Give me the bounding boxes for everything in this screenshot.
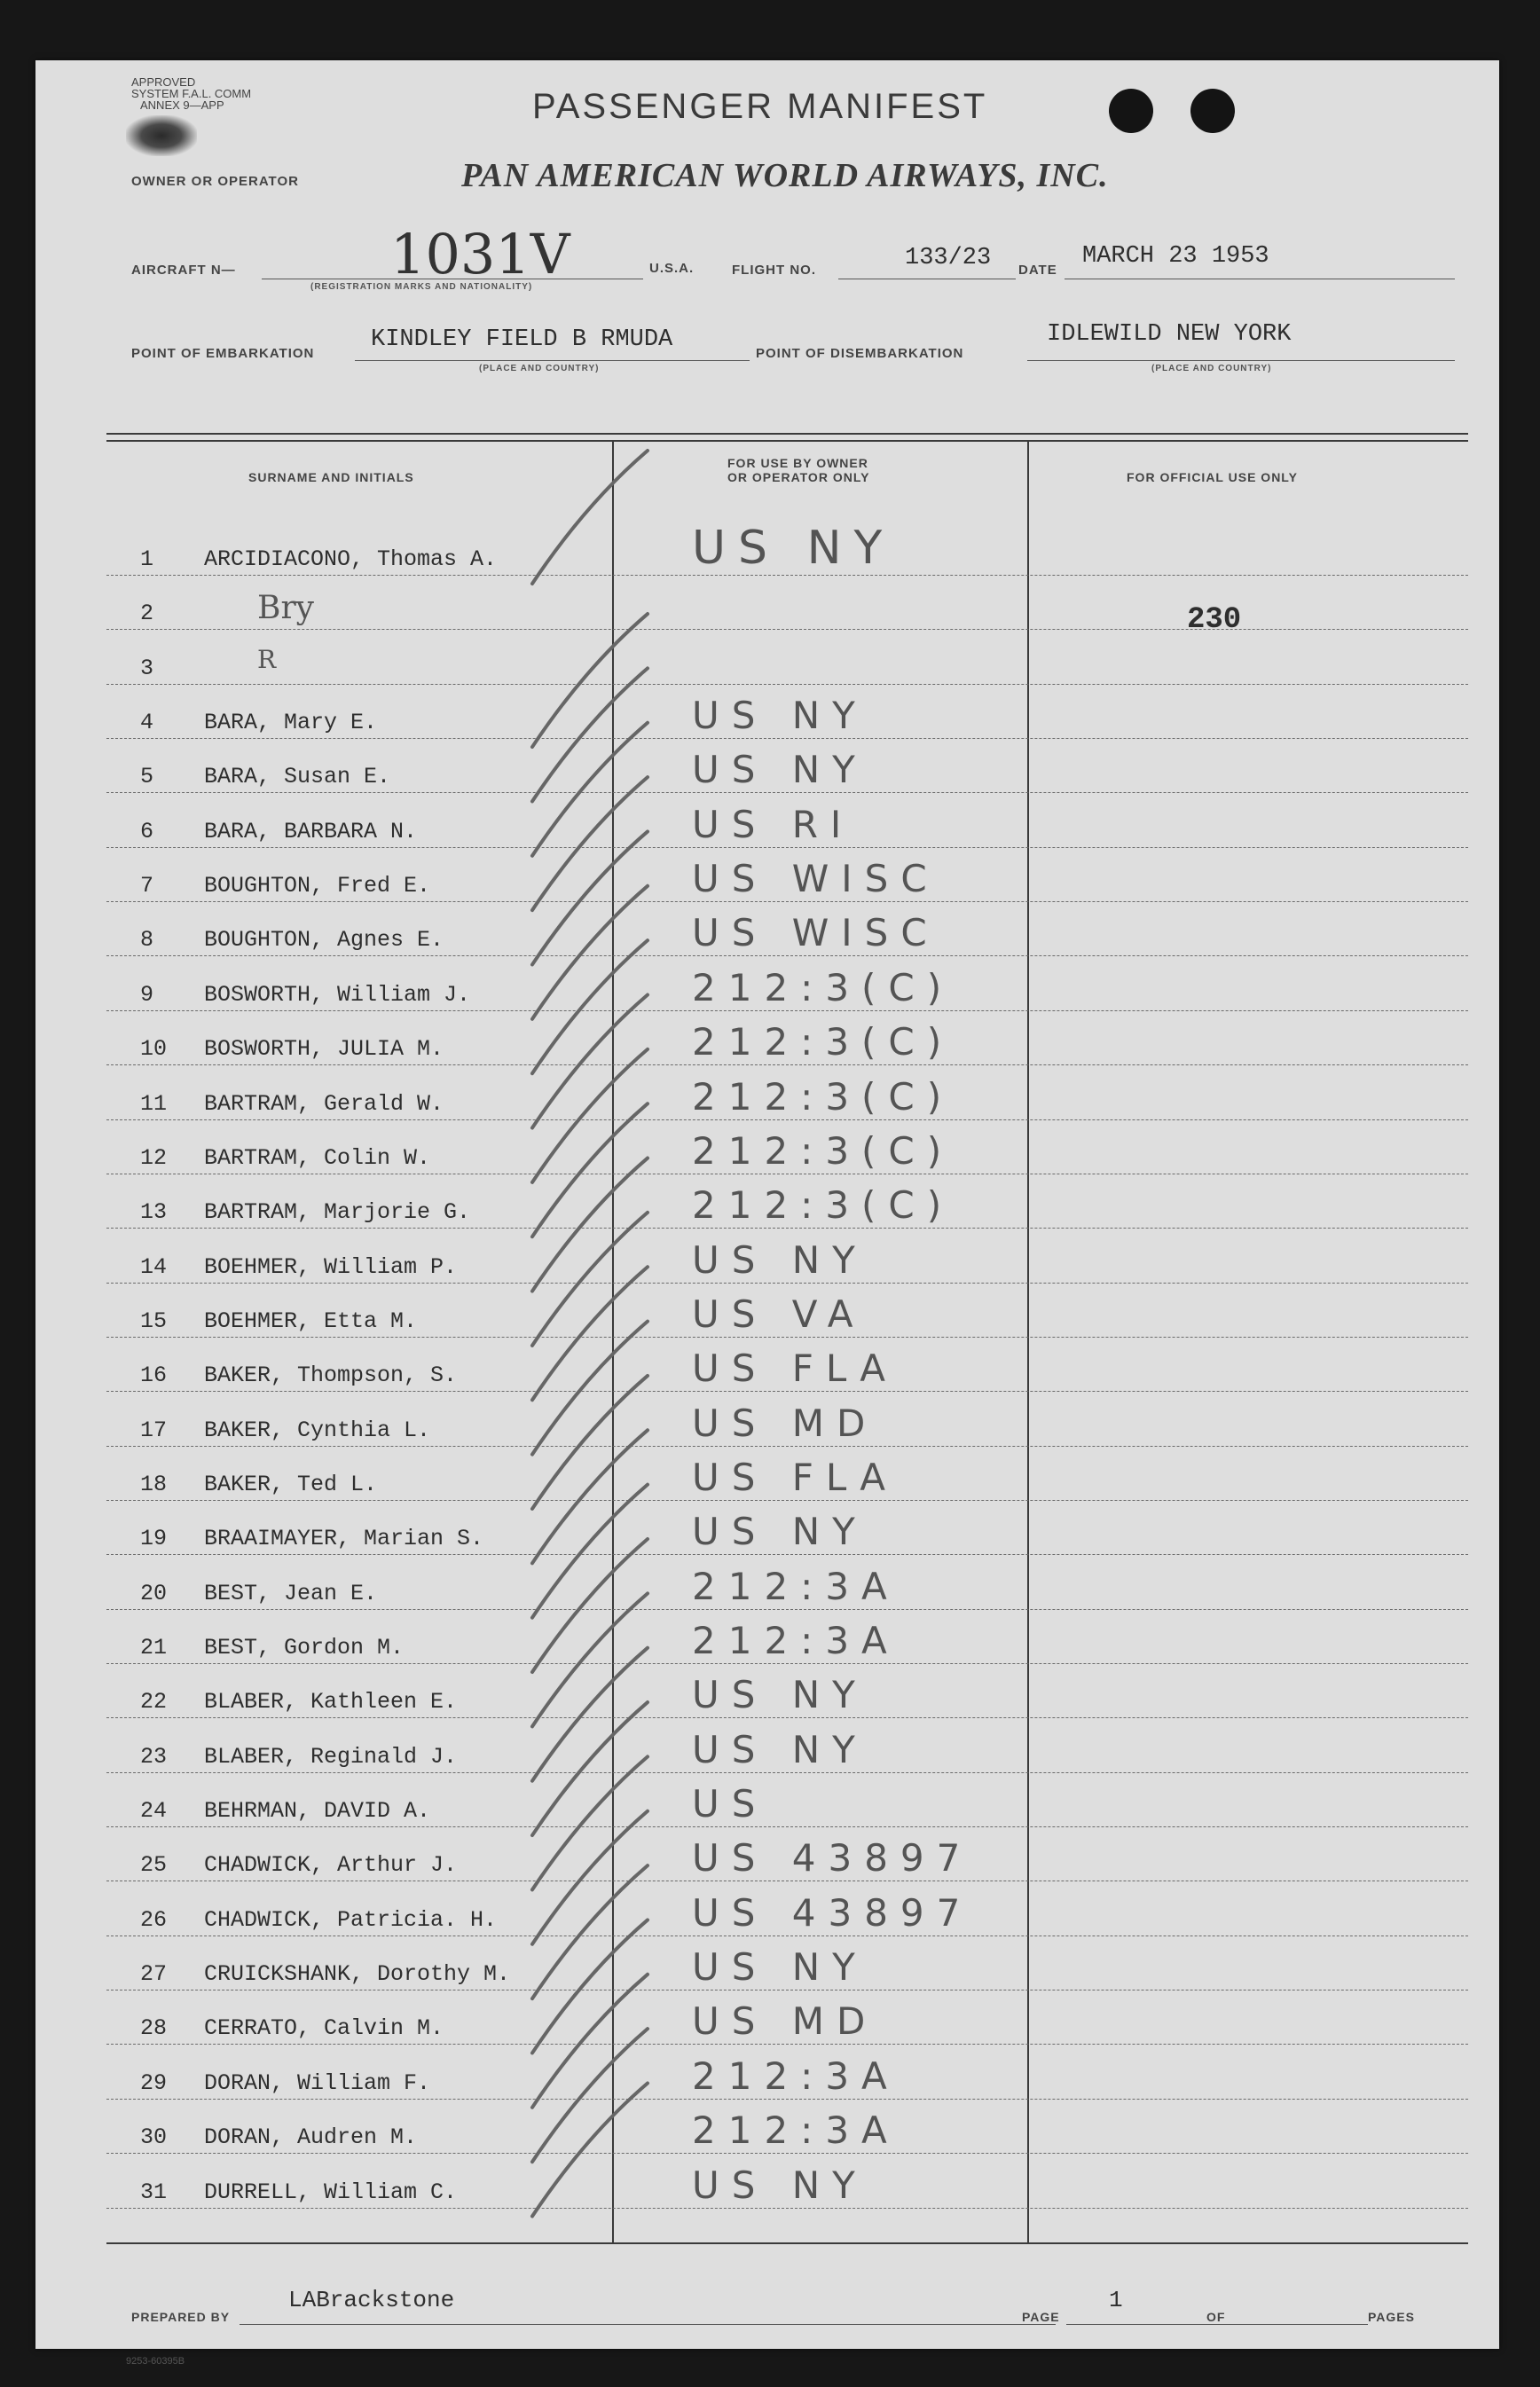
row-rule (106, 792, 1468, 793)
flight-value: 133/23 (905, 245, 992, 271)
row-rule (106, 1609, 1468, 1610)
row-number: 28 (140, 2015, 168, 2042)
page-value: 1 (1109, 2287, 1123, 2313)
passenger-name: BEHRMAN, DAVID A. (204, 1798, 431, 1825)
passenger-name: BARA, Mary E. (204, 710, 378, 736)
row-number: 13 (140, 1199, 168, 1226)
pencil-check-stroke (532, 1158, 648, 1292)
row-number: 15 (140, 1307, 168, 1334)
passenger-name: BOUGHTON, Agnes E. (204, 927, 444, 954)
passenger-name: BARA, BARBARA N. (204, 818, 418, 844)
page-label: PAGE (1022, 2310, 1060, 2324)
row-number: 30 (140, 2124, 168, 2151)
pencil-check-stroke (532, 1920, 648, 2053)
row-rule (106, 1554, 1468, 1555)
row-rule (106, 629, 1468, 630)
pencil-check-stroke (532, 1648, 648, 1781)
approval-stamp (131, 76, 251, 111)
pencil-check-stroke (532, 1975, 648, 2108)
passenger-name: BARTRAM, Gerald W. (204, 1090, 444, 1117)
pencil-check-stroke (532, 1049, 648, 1182)
pencil-check-stroke (532, 1756, 648, 1889)
table-top-rule-2 (106, 440, 1468, 442)
column-divider-2 (1027, 440, 1029, 2242)
passenger-name: BOSWORTH, William J. (204, 981, 471, 1008)
owner-use-entry: US NY (692, 694, 868, 738)
usa-label: U.S.A. (649, 261, 695, 276)
page-title: PASSENGER MANIFEST (532, 87, 988, 126)
passenger-name: ARCIDIACONO, Thomas A. (204, 546, 498, 572)
row-number: 2 (140, 601, 154, 627)
owner-use-entry: US 43897 (692, 1890, 973, 1935)
passenger-name: R (257, 644, 277, 674)
embark-note: (PLACE AND COUNTRY) (479, 364, 600, 373)
owner-use-entry: US 43897 (692, 1836, 973, 1881)
punch-hole-left (1109, 89, 1153, 133)
pencil-check-stroke (532, 1103, 648, 1237)
row-rule (106, 1826, 1468, 1827)
passenger-name: BAKER, Thompson, S. (204, 1362, 458, 1389)
row-number: 29 (140, 2069, 168, 2096)
page-rule (1066, 2324, 1368, 2325)
owner-use-entry: 212:3A (692, 2108, 900, 2153)
pencil-check-stroke (532, 1702, 648, 1835)
pencil-check-stroke (532, 777, 648, 910)
row-number: 21 (140, 1635, 168, 1661)
aircraft-label: AIRCRAFT N— (131, 263, 236, 278)
column-header-owner-2: OR OPERATOR ONLY (727, 470, 870, 484)
owner-use-entry: US NY (692, 1673, 868, 1717)
date-value: MARCH 23 1953 (1082, 243, 1269, 270)
embark-label: POINT OF EMBARKATION (131, 346, 315, 361)
pencil-check-stroke (532, 1267, 648, 1400)
passenger-name: DORAN, William F. (204, 2069, 431, 2096)
registration-note: (REGISTRATION MARKS AND NATIONALITY) (310, 282, 533, 292)
row-number: 4 (140, 710, 154, 736)
table-top-rule (106, 433, 1468, 435)
pencil-check-stroke (532, 886, 648, 1019)
row-number: 10 (140, 1036, 168, 1063)
passenger-name: Bry (257, 590, 315, 627)
owner-use-entry: 212:3(C) (692, 1020, 955, 1064)
pencil-check-stroke (532, 831, 648, 964)
row-rule (106, 1010, 1468, 1011)
row-number: 12 (140, 1144, 168, 1171)
disembark-note: (PLACE AND COUNTRY) (1151, 364, 1272, 373)
pencil-check-stroke (532, 1593, 648, 1726)
pencil-check-stroke (532, 1376, 648, 1509)
row-rule (106, 684, 1468, 685)
flight-label: FLIGHT NO. (732, 263, 816, 278)
owner-use-entry: 212:3A (692, 1619, 900, 1662)
manifest-sheet (35, 60, 1499, 2367)
column-header-names: SURNAME AND INITIALS (248, 470, 414, 484)
owner-use-entry: US FLA (692, 1455, 899, 1499)
pencil-check-stroke (532, 1865, 648, 1998)
owner-use-entry: US NY (692, 1237, 868, 1282)
pencil-check-stroke (532, 2084, 648, 2217)
prepared-rule (240, 2324, 1056, 2325)
owner-use-entry: 212:3(C) (692, 1128, 955, 1173)
pencil-check-stroke (532, 1430, 648, 1563)
passenger-name: BOUGHTON, Fred E. (204, 873, 431, 899)
row-number: 17 (140, 1417, 168, 1443)
row-rule (106, 1500, 1468, 1501)
row-number: 1 (140, 546, 154, 572)
approval-line: SYSTEM F.A.L. COMM (131, 87, 252, 100)
row-number: 16 (140, 1362, 168, 1389)
owner-use-entry: 212:3A (692, 2053, 900, 2098)
column-header-official: FOR OFFICIAL USE ONLY (1127, 470, 1298, 484)
pencil-check-stroke (532, 723, 648, 856)
owner-use-entry: US NY (692, 748, 868, 792)
passenger-name: CERRATO, Calvin M. (204, 2015, 444, 2042)
disembark-label: POINT OF DISEMBARKATION (756, 346, 964, 361)
passenger-name: CHADWICK, Arthur J. (204, 1852, 458, 1879)
row-rule (106, 1064, 1468, 1065)
owner-use-entry: US NY (692, 522, 895, 575)
pencil-check-stroke (532, 1811, 648, 1944)
row-number: 6 (140, 818, 154, 844)
owner-use-entry: US WISC (692, 911, 939, 955)
pencil-check-stroke (532, 668, 648, 801)
row-rule (106, 2099, 1468, 2100)
row-number: 25 (140, 1852, 168, 1879)
aircraft-value: 1031V (390, 222, 570, 287)
owner-use-entry: 212:3A (692, 1564, 900, 1608)
pencil-check-stroke (532, 995, 648, 1128)
approval-line: APPROVED (131, 75, 196, 89)
prepared-value: LABrackstone (288, 2287, 455, 2313)
passenger-name: CHADWICK, Patricia. H. (204, 1906, 498, 1933)
row-number: 19 (140, 1526, 168, 1552)
row-number: 26 (140, 1906, 168, 1933)
passenger-name: DORAN, Audren M. (204, 2124, 418, 2151)
row-rule (106, 2208, 1468, 2209)
row-number: 8 (140, 927, 154, 954)
passenger-name: BLABER, Reginald J. (204, 1743, 458, 1770)
owner-use-entry: 212:3(C) (692, 1183, 955, 1228)
row-rule (106, 1772, 1468, 1773)
passenger-name: BEST, Gordon M. (204, 1635, 405, 1661)
column-divider-1 (612, 440, 614, 2242)
passenger-name: BLABER, Kathleen E. (204, 1689, 458, 1716)
passenger-name: BARA, Susan E. (204, 764, 391, 790)
row-number: 18 (140, 1471, 168, 1497)
owner-use-entry: US VA (692, 1292, 866, 1336)
passenger-name: DURRELL, William C. (204, 2179, 458, 2205)
pencil-check-stroke (532, 1213, 648, 1346)
owner-use-entry: US WISC (692, 857, 939, 901)
row-number: 11 (140, 1090, 168, 1117)
passenger-name: BAKER, Ted L. (204, 1471, 378, 1497)
approval-line: ANNEX 9—APP (140, 98, 224, 112)
owner-use-entry: US NY (692, 1945, 868, 1990)
table-bottom-rule (106, 2242, 1468, 2244)
row-rule (106, 1337, 1468, 1338)
passenger-name: BRAAIMAYER, Marian S. (204, 1526, 484, 1552)
row-rule (106, 1717, 1468, 1718)
owner-use-entry: US NY (692, 1510, 868, 1554)
owner-label: OWNER OR OPERATOR (131, 174, 299, 189)
row-number: 3 (140, 655, 154, 681)
pencil-check-stroke (532, 1322, 648, 1455)
embark-value: KINDLEY FIELD B RMUDA (371, 326, 673, 353)
punch-hole-right (1190, 89, 1235, 133)
owner-use-entry: 212:3(C) (692, 965, 955, 1009)
passenger-name: BAKER, Cynthia L. (204, 1417, 431, 1443)
row-rule (106, 575, 1468, 576)
row-rule (106, 1446, 1468, 1447)
embark-rule (355, 360, 750, 361)
owner-use-entry: US FLA (692, 1347, 899, 1391)
row-number: 27 (140, 1961, 168, 1988)
row-number: 24 (140, 1798, 168, 1825)
row-number: 5 (140, 764, 154, 790)
row-rule (106, 1391, 1468, 1392)
passenger-name: BOSWORTH, JULIA M. (204, 1036, 444, 1063)
row-number: 9 (140, 981, 154, 1008)
row-rule (106, 1228, 1468, 1229)
ink-smudge (126, 115, 197, 156)
owner-use-entry: US NY (692, 1727, 868, 1771)
row-rule (106, 1663, 1468, 1664)
row-number: 7 (140, 873, 154, 899)
owner-use-entry: US MD (692, 1999, 878, 2044)
owner-use-entry: US NY (692, 2163, 868, 2207)
row-number: 14 (140, 1253, 168, 1280)
pencil-check-stroke (532, 940, 648, 1073)
passenger-name: BOEHMER, William P. (204, 1253, 458, 1280)
row-rule (106, 738, 1468, 739)
passenger-name: BARTRAM, Marjorie G. (204, 1199, 471, 1226)
of-label: OF (1206, 2310, 1226, 2324)
row-number: 23 (140, 1743, 168, 1770)
row-number: 20 (140, 1580, 168, 1606)
date-label: DATE (1018, 263, 1057, 278)
pencil-check-stroke (532, 2029, 648, 2162)
row-rule (106, 2044, 1468, 2045)
pencil-check-stroke (532, 614, 648, 747)
official-note: 230 (1187, 603, 1242, 637)
owner-use-entry: US (692, 1782, 768, 1826)
owner-use-entry: US MD (692, 1401, 878, 1445)
row-number: 22 (140, 1689, 168, 1716)
row-rule (106, 847, 1468, 848)
operator-name: PAN AMERICAN WORLD AIRWAYS, INC. (461, 157, 1109, 194)
row-rule (106, 1119, 1468, 1120)
column-header-owner-1: FOR USE BY OWNER (727, 456, 868, 470)
passenger-name: BARTRAM, Colin W. (204, 1144, 431, 1171)
pencil-check-stroke (532, 1485, 648, 1618)
row-rule (106, 2153, 1468, 2154)
row-rule (106, 955, 1468, 956)
row-rule (106, 1283, 1468, 1284)
passenger-name: BOEHMER, Etta M. (204, 1307, 418, 1334)
disembark-value: IDLEWILD NEW YORK (1047, 321, 1292, 348)
pencil-check-stroke (532, 451, 648, 584)
passenger-name: BEST, Jean E. (204, 1580, 378, 1606)
form-code: 9253-60395B (126, 2356, 185, 2367)
passenger-name: CRUICKSHANK, Dorothy M. (204, 1961, 511, 1988)
pages-label: PAGES (1368, 2310, 1415, 2324)
prepared-label: PREPARED BY (131, 2310, 231, 2324)
pencil-check-stroke (532, 1539, 648, 1672)
owner-use-entry: 212:3(C) (692, 1074, 955, 1119)
row-rule (106, 901, 1468, 902)
row-number: 31 (140, 2179, 168, 2205)
owner-use-entry: US RI (692, 802, 854, 846)
disembark-rule (1027, 360, 1455, 361)
